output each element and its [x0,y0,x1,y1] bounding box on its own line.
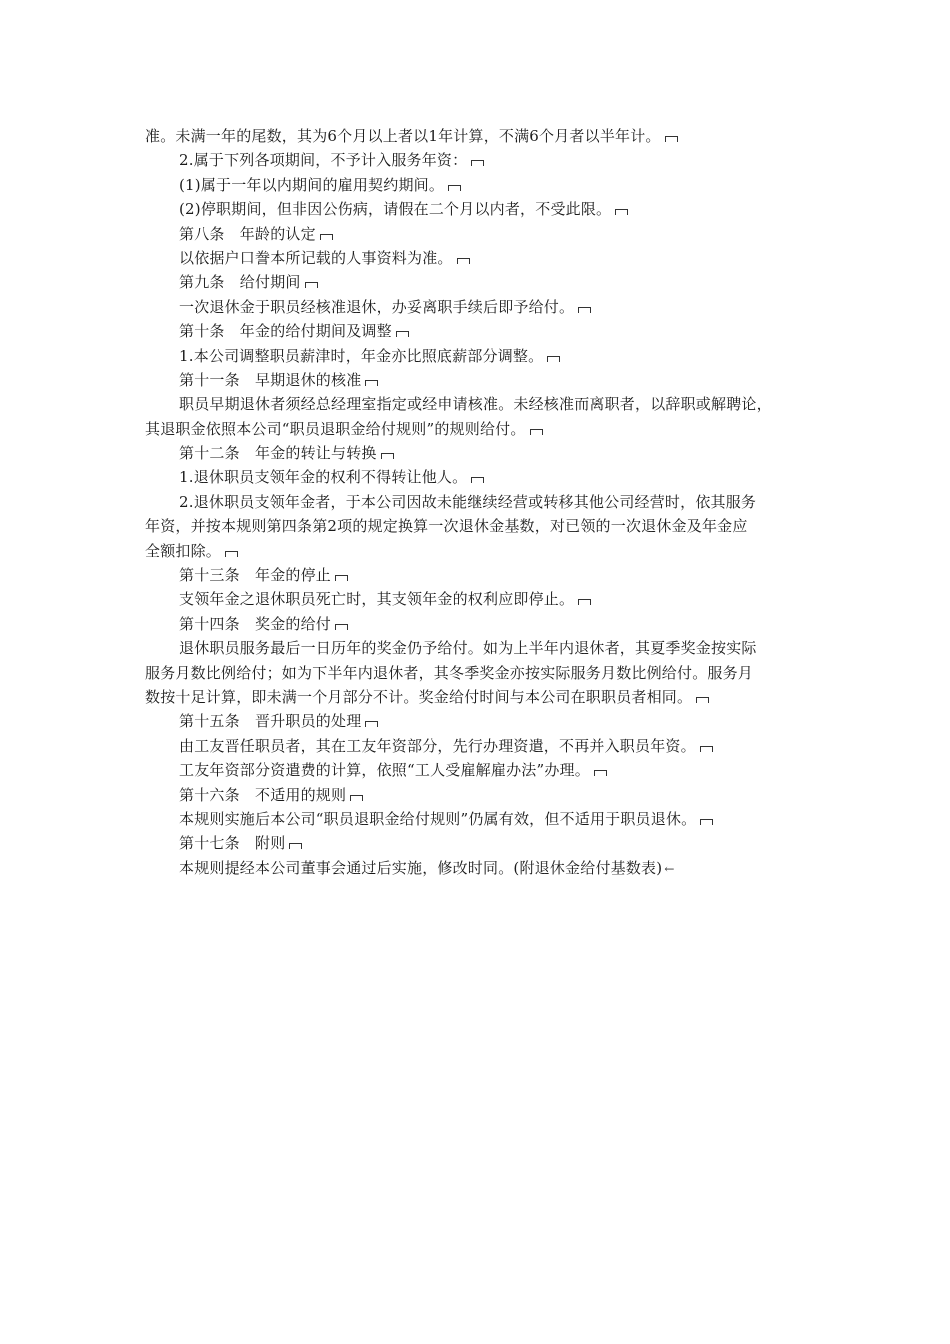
paragraph-line [145,148,815,172]
paragraph-mark-icon [578,307,591,313]
line-text: 第十二条 年金的转让与转换 [179,444,377,463]
paragraph-line [145,807,815,831]
line-text: (1)属于一年以内期间的雇用契约期间。 [179,175,445,194]
line-text: 一次退休金于职员经核准退休，办妥离职手续后即予给付。 [179,297,575,316]
line-text: 准。未满一年的尾数，其为6个月以上者以1年计算，不满6个月者以半年计。 [145,127,661,145]
line-text: 支领年金之退休职员死亡时，其支领年金的权利应即停止。 [179,590,575,609]
paragraph-mark-icon [578,599,591,605]
paragraph-line [145,636,815,660]
paragraph-line [145,222,815,246]
paragraph-mark-icon [289,843,302,849]
paragraph-line [145,246,815,270]
line-text: 2.属于下列各项期间，不予计入服务年资： [179,151,468,170]
paragraph-line [145,173,815,197]
document-body [145,124,815,880]
paragraph-line [145,734,815,758]
line-text: 第十六条 不适用的规则 [179,785,347,804]
line-text: 年资，并按本规则第四条第2项的规定换算一次退休金基数，对已领的一次退休金及年金应 [145,517,748,536]
line-text: 第八条 年龄的认定 [179,224,316,243]
paragraph-line [145,783,815,807]
line-text: 数按十足计算，即未满一个月部分不计。奖金给付时间与本公司在职职员者相同。 [145,687,693,706]
paragraph-mark-icon [547,356,560,362]
line-text: 1.退休职员支领年金的权利不得转让他人。 [179,468,468,487]
line-text: 2.退休职员支领年金者，于本公司因故未能继续经营或转移其他公司经营时，依其服务 [179,492,757,511]
paragraph-mark-icon [350,795,363,801]
paragraph-mark-icon [381,453,394,459]
paragraph-line [145,368,815,392]
paragraph-mark-icon [665,136,678,142]
line-text: 第十三条 年金的停止 [179,566,332,585]
paragraph-line [145,831,815,855]
paragraph-mark-icon [594,770,607,776]
line-text: 第十七条 附则 [179,834,286,853]
paragraph-line [145,587,815,611]
paragraph-line [145,685,815,709]
paragraph-mark-icon [335,575,348,581]
paragraph-line [145,344,815,368]
line-text: 其退职金依照本公司“职员退职金给付规则”的规则给付。 [145,419,526,438]
paragraph-mark-icon [225,551,238,557]
paragraph-mark-icon [335,624,348,630]
line-text: 第十一条 早期退休的核准 [179,370,362,389]
paragraph-line [145,319,815,343]
line-text: 本规则提经本公司董事会通过后实施，修改时同。(附退休金给付基数表) [179,858,663,877]
paragraph-line [145,441,815,465]
paragraph-line [145,490,815,514]
line-text: 1.本公司调整职员薪津时，年金亦比照底薪部分调整。 [179,346,544,365]
line-text: 退休职员服务最后一日历年的奖金仍予给付。如为上半年内退休者，其夏季奖金按实际 [179,639,757,658]
line-text: 第十五条 晋升职员的处理 [179,712,362,731]
paragraph-mark-icon [396,331,409,337]
line-text: 本规则实施后本公司“职员退职金给付规则”仍属有效，但不适用于职员退休。 [179,809,697,828]
paragraph-line [145,758,815,782]
line-text: 第九条 给付期间 [179,273,301,292]
paragraph-mark-icon [448,185,461,191]
paragraph-mark-icon [457,258,470,264]
end-of-document-icon: ← [664,861,675,876]
paragraph-line [145,661,815,685]
paragraph-mark-icon [365,721,378,727]
paragraph-line [145,612,815,636]
line-text: 全额扣除。 [145,541,222,560]
paragraph-mark-icon [696,697,709,703]
paragraph-mark-icon [530,429,543,435]
line-text: 第十条 年金的给付期间及调整 [179,322,392,341]
paragraph-line [145,465,815,489]
paragraph-line [145,295,815,319]
paragraph-line [145,124,815,148]
paragraph-line [145,539,815,563]
paragraph-mark-icon [305,282,318,288]
paragraph-line [145,856,815,880]
paragraph-mark-icon [471,160,484,166]
paragraph-line [145,197,815,221]
paragraph-mark-icon [320,234,333,240]
line-text: 服务月数比例给付；如为下半年内退休者，其冬季奖金亦按实际服务月数比例给付。服务月 [145,663,754,682]
line-text: 职员早期退休者须经总经理室指定或经申请核准。未经核准而离职者，以辞职或解聘论， [179,395,772,414]
paragraph-line [145,270,815,294]
paragraph-line [145,392,815,416]
line-text: 由工友晋任职员者，其在工友年资部分，先行办理资遣，不再并入职员年资。 [179,736,696,755]
paragraph-mark-icon [700,819,713,825]
line-text: 第十四条 奖金的给付 [179,614,332,633]
line-text: (2)停职期间，但非因公伤病，请假在二个月以内者，不受此限。 [179,200,612,219]
line-text: 以依据户口誊本所记载的人事资料为准。 [179,248,453,267]
paragraph-line [145,709,815,733]
paragraph-mark-icon [365,380,378,386]
paragraph-line [145,417,815,441]
paragraph-line [145,563,815,587]
paragraph-mark-icon [700,746,713,752]
paragraph-line [145,514,815,538]
paragraph-mark-icon [471,477,484,483]
paragraph-mark-icon [615,209,628,215]
line-text: 工友年资部分资遣费的计算，依照“工人受雇解雇办法”办理。 [179,761,590,780]
